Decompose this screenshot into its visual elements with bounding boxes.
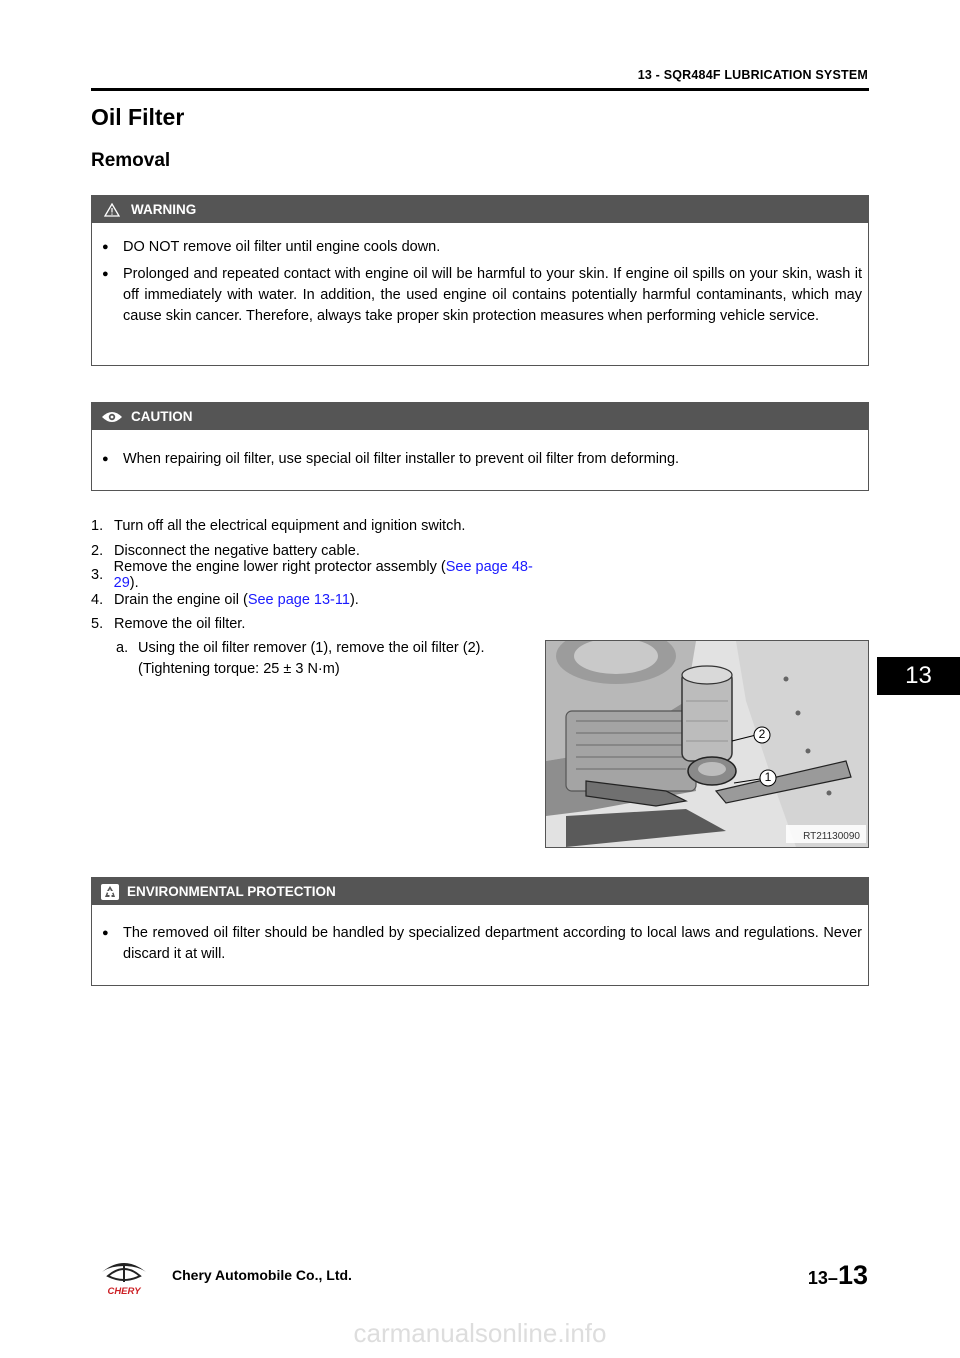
warning-label: WARNING [131, 202, 197, 217]
figure-id: RT21130090 [803, 831, 860, 842]
header-rule [91, 88, 869, 91]
environmental-box [91, 877, 869, 986]
chery-logo [92, 1258, 156, 1296]
watermark: carmanualsonline.info [353, 1318, 607, 1348]
caution-label: CAUTION [131, 409, 193, 424]
list-item: ● Prolonged and repeated contact with engine oil will be harmful to your skin. If engine oil spills on your skin, wash it off immediately with water. In addition, the used engine oil contains potentially harmful contaminants, which may cause skin cancer. Therefore, always take proper skin protection measures when performing vehicle service. [100, 264, 862, 327]
oil-filter-photo [545, 640, 869, 848]
page-number: 13–13 [807, 1260, 868, 1290]
logo-text: CHERY [107, 1286, 141, 1296]
list-item: ● DO NOT remove oil filter until engine cools down. [100, 237, 862, 258]
caution-header [92, 403, 868, 430]
page-title: Oil Filter [91, 104, 185, 130]
caution-box [91, 402, 869, 491]
step-2: 2. Disconnect the negative battery cable. [91, 542, 360, 559]
environmental-label: ENVIRONMENTAL PROTECTION [127, 884, 336, 899]
section-subtitle: Removal [91, 150, 171, 171]
warning-header [92, 196, 868, 223]
warning-triangle-icon [101, 202, 123, 218]
step-3: 3. Remove the engine lower right protector assembly (See page 48-29). [91, 559, 533, 592]
warning-box [91, 195, 869, 366]
eye-icon [101, 409, 123, 425]
list-item: ● The removed oil filter should be handled by specialized department according to local laws and regulations. Never discard it at will. [100, 923, 862, 965]
list-item: ● When repairing oil filter, use special oil filter installer to prevent oil filter from deforming. [100, 449, 862, 470]
bullet-icon: ● [102, 241, 109, 253]
bullet-icon: ● [102, 927, 109, 939]
step-4: 4. Drain the engine oil (See page 13-11). [91, 591, 359, 608]
callout-2: 2 [758, 727, 766, 741]
step-1: 1. Turn off all the electrical equipment and ignition switch. [91, 518, 466, 535]
environmental-header [92, 878, 868, 905]
recycle-icon [101, 884, 119, 900]
bullet-icon: ● [102, 453, 109, 465]
step-5: 5. Remove the oil filter. [91, 616, 246, 633]
substep-a: a. Using the oil filter remover (1), remove the oil filter (2). (Tightening torque: 25 ± 3 N·m) [116, 640, 485, 677]
page-link-13-11[interactable]: See page 13-11 [247, 591, 350, 608]
page-link-48-29[interactable]: See page 48-29 [113, 559, 533, 592]
company-name: Chery Automobile Co., Ltd. [172, 1267, 352, 1283]
section-header: 13 - SQR484F LUBRICATION SYSTEM [637, 68, 868, 82]
procedure-steps [91, 514, 551, 637]
callout-1: 1 [764, 770, 772, 784]
engine-illustration [546, 641, 868, 847]
bullet-icon: ● [102, 268, 109, 280]
chapter-tab: 13 [877, 657, 960, 695]
